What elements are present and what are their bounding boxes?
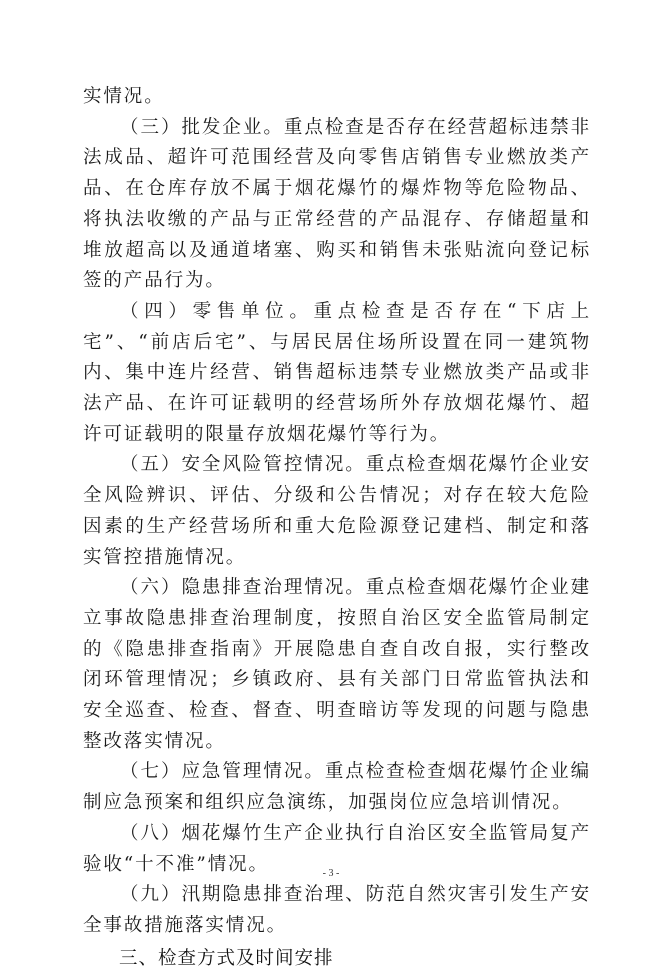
document-body	[83, 82, 591, 976]
paragraph-risk-control: （五）安全风险管控情况。重点检查烟花爆竹企业安全风险辨识、评估、分级和公告情况；对存在较大危险因素的生产经营场所和重大危险源登记建档、制定和落实管控措施情况。	[83, 454, 591, 568]
paragraph-continuation: 实情况。	[83, 86, 165, 107]
page-number: - 3 -	[322, 868, 340, 879]
paragraph-flood-season: （九）汛期隐患排查治理、防范自然灾害引发生产安全事故措施落实情况。	[83, 884, 591, 936]
paragraph-hazard-investigation: （六）隐患排查治理情况。重点检查烟花爆竹企业建立事故隐患排查治理制度，按照自治区安全监管局制定的《隐患排查指南》开展隐患自查自改自报，实行整改闭环管理情况；乡镇政府、县有关部门日常监管执法和安全巡查、检查、督查、明查暗访等发现的问题与隐患整改落实情况。	[83, 577, 591, 752]
paragraph-wholesale: （三）批发企业。重点检查是否存在经营超标违禁非法成品、超许可范围经营及向零售店销售专业燃放类产品、在仓库存放不属于烟花爆竹的爆炸物等危险物品、将执法收缴的产品与正常经营的产品混存、存储超量和堆放超高以及通道堵塞、购买和销售未张贴流向登记标签的产品行为。	[83, 116, 591, 292]
paragraph-resumption-acceptance: （八）烟花爆竹生产企业执行自治区安全监管局复产验收“十不准”情况。	[83, 822, 591, 875]
paragraph-retail: （四）零售单位。重点检查是否存在“下店上宅”、“前店后宅”、与居民居住场所设置在同一建筑物内、集中连片经营、销售超标违禁专业燃放类产品或非法产品、在许可证载明的经营场所外存放烟花爆竹、超许可证载明的限量存放烟花爆竹等行为。	[83, 300, 591, 445]
paragraph-emergency-management: （七）应急管理情况。重点检查检查烟花爆竹企业编制应急预案和组织应急演练，加强岗位应急培训情况。	[83, 761, 591, 814]
section-heading: 三、检查方式及时间安排	[119, 947, 334, 969]
